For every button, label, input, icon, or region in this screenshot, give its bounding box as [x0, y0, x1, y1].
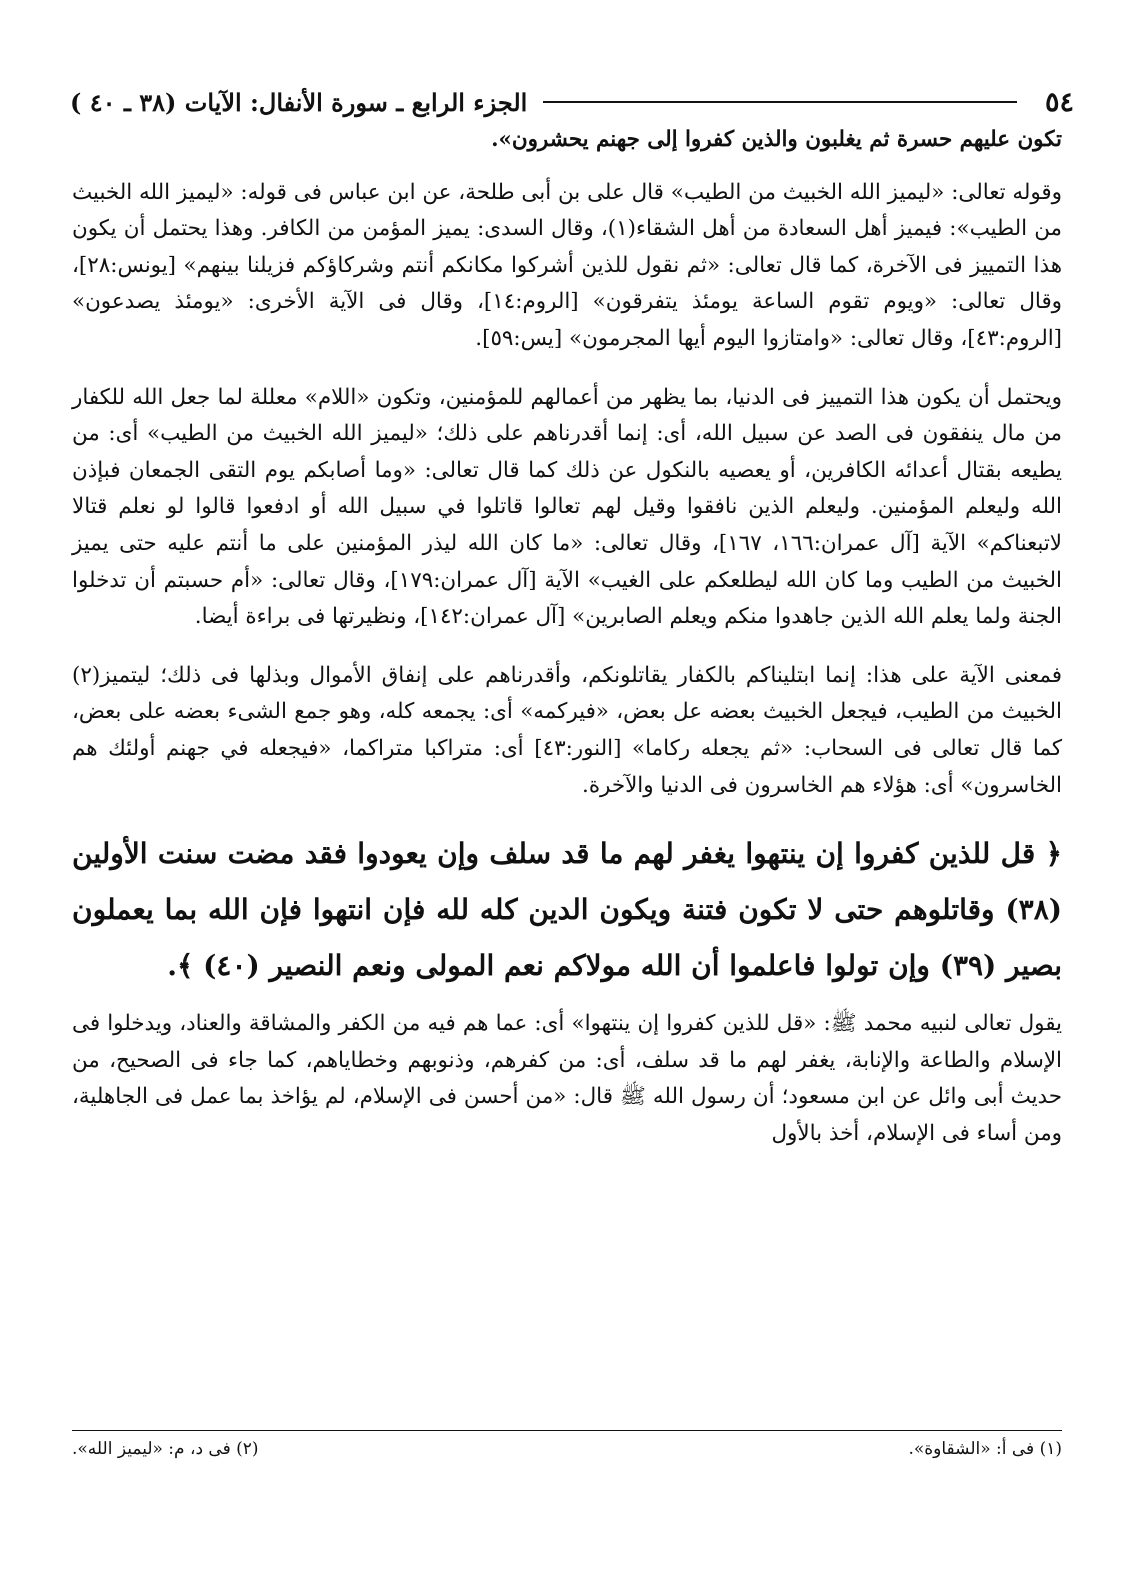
footnotes — [72, 1430, 1062, 1459]
paragraph-continuation: تكون عليهم حسرة ثم يغلبون والذين كفروا إلى جهنم يحشرون». — [491, 127, 1062, 152]
footnote-1: (١) فى أ: «الشقاوة». — [908, 1439, 1062, 1459]
page-body — [72, 122, 1062, 1174]
paragraph-tafsir-3: فمعنى الآية على هذا: إنما ابتليناكم بالكفار يقاتلونكم، وأقدرناهم على إنفاق الأموال وبذلها فى ذلك؛ ليتميز(٢) الخبيث من الطيب، فيجعل الخبيث بعضه عل بعض، «فيركمه» أى: يجمعه كله، وهو جمع الشىء بعضه على بعض، كما قال تعالى فى السحاب: «ثم يجعله ركاما» [النور:٤٣] أى: متراكبا متراكما، «فيجعله في جهنم أولئك هم الخاسرون» أى: هؤلاء هم الخاسرون فى الدنيا والآخرة. — [72, 662, 1062, 798]
paragraph-tafsir-4: يقول تعالى لنبيه محمد ﷺ: «قل للذين كفروا إن ينتهوا» أى: عما هم فيه من الكفر والمشاقة والعناد، ويدخلوا فى الإسلام والطاعة والإنابة، يغفر لهم ما قد سلف، أى: من كفرهم، وذنوبهم وخطاياهم، كما جاء فى الصحيح، من حديث أبى وائل عن ابن مسعود؛ أن رسول الله ﷺ قال: «من أحسن فى الإسلام، لم يؤاخذ بما عمل فى الجاهلية، ومن أساء فى الإسلام، أخذ بالأول — [72, 1011, 1062, 1146]
page-header — [70, 82, 1074, 122]
paragraph-tafsir-1: وقوله تعالى: «ليميز الله الخبيث من الطيب» قال على بن أبى طلحة، عن ابن عباس فى قوله: «ليميز الله الخبيث من الطيب»: فيميز أهل السعادة من أهل الشقاء(١)، وقال السدى: يميز المؤمن من الكافر. وهذا يحتمل أن يكون هذا التمييز فى الآخرة، كما قال تعالى: «ثم نقول للذين أشركوا مكانكم أنتم وشركاؤكم فزيلنا بينهم» [يونس:٢٨]، وقال تعالى: «ويوم تقوم الساعة يومئذ يتفرقون» [الروم:١٤]، وقال فى الآية الأخرى: «يومئذ يصدعون» [الروم:٤٣]، وقال تعالى: «وامتازوا اليوم أيها المجرمون» [يس:٥٩]. — [72, 179, 1063, 351]
page-number: ٥٤ — [1044, 86, 1074, 118]
footnote-2: (٢) فى د، م: «ليميز الله». — [72, 1439, 259, 1459]
header-rule — [543, 101, 1017, 103]
running-title: الجزء الرابع ـ سورة الأنفال: الآيات (٣٨ ـ ٤٠ ) — [70, 87, 528, 117]
quran-verse-block: ﴿ قل للذين كفروا إن ينتهوا يغفر لهم ما قد سلف وإن يعودوا فقد مضت سنت الأولين (٣٨) وقاتلوهم حتى لا تكون فتنة ويكون الدين كله لله فإن انتهوا فإن الله بما يعملون بصير (٣٩) وإن تولوا فاعلموا أن الله مولاكم نعم المولى ونعم النصير (٤٠) ﴾. — [72, 837, 1062, 983]
paragraph-tafsir-2: ويحتمل أن يكون هذا التمييز فى الدنيا، بما يظهر من أعمالهم للمؤمنين، وتكون «اللام» معللة لما جعل الله للكفار من مال ينفقون فى الصد عن سبيل الله، أى: إنما أقدرناهم على ذلك؛ «ليميز الله الخبيث من الطيب» أى: من يطيعه بقتال أعدائه الكافرين، أو يعصيه بالنكول عن ذلك كما قال تعالى: «وما أصابكم يوم التقى الجمعان فبإذن الله وليعلم المؤمنين. وليعلم الذين نافقوا وقيل لهم تعالوا قاتلوا في سبيل الله أو ادفعوا قالوا لو نعلم قتالا لاتبعناكم» الآية [آل عمران:١٦٦، ١٦٧]، وقال تعالى: «ما كان الله ليذر المؤمنين على ما أنتم عليه حتى يميز الخبيث من الطيب وما كان الله ليطلعكم على الغيب» الآية [آل عمران:١٧٩]، وقال تعالى: «أم حسبتم أن تدخلوا الجنة ولما يعلم الله الذين جاهدوا منكم ويعلم الصابرين» [آل عمران:١٤٢]، ونظيرتها فى براءة أيضا. — [72, 384, 1062, 630]
